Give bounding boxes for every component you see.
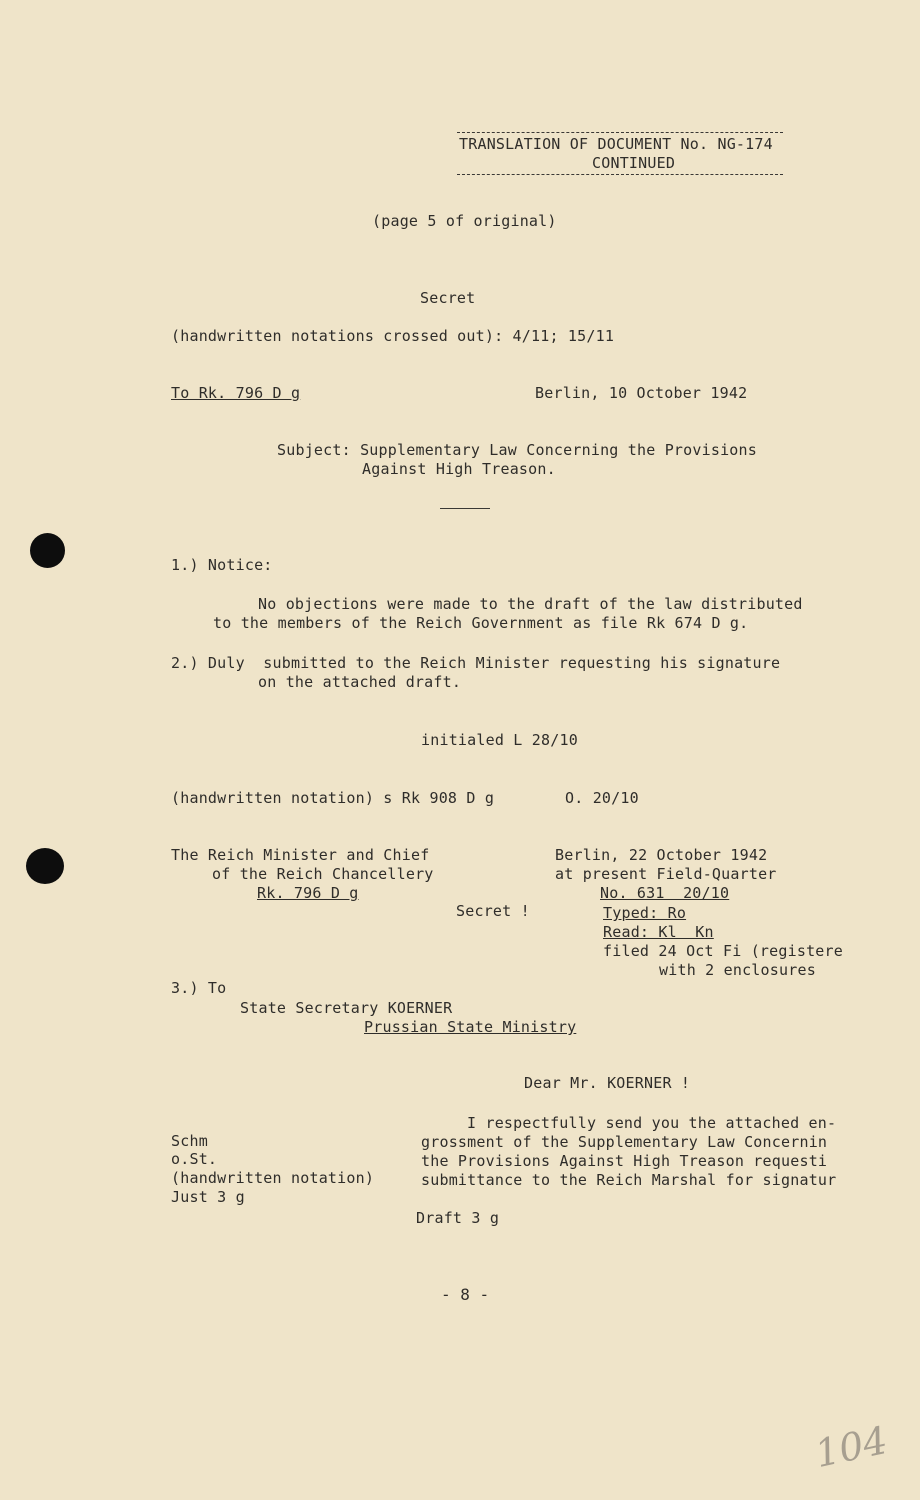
header-rule-top — [457, 132, 783, 133]
secret-mark: Secret ! — [456, 902, 530, 920]
sender-line-1: The Reich Minister and Chief — [171, 846, 430, 864]
punch-hole-top — [30, 533, 65, 568]
item-1-text-line-1: No objections were made to the draft of the law distributed — [258, 595, 803, 613]
header-rule-bottom — [457, 174, 783, 175]
recipient-ministry: Prussian State Ministry — [364, 1018, 577, 1036]
place-date-line: Berlin, 22 October 1942 — [555, 846, 768, 864]
typed-by: Typed: Ro — [603, 904, 687, 922]
item-1-text-line-2: to the members of the Reich Government as file Rk 674 D g. — [213, 614, 749, 632]
draft-line: Draft 3 g — [416, 1209, 500, 1227]
handwritten-page-number: 104 — [811, 1417, 892, 1477]
letter-line-3: the Provisions Against High Treason requesti — [421, 1152, 828, 1170]
classification-secret: Secret — [420, 289, 476, 307]
margin-note-4: Just 3 g — [171, 1188, 245, 1206]
notation-date: O. 20/10 — [565, 789, 639, 807]
margin-note-1: Schm — [171, 1132, 208, 1150]
filed-line: filed 24 Oct Fi (registere — [603, 942, 843, 960]
handwritten-notation: (handwritten notation) s Rk 908 D g — [171, 789, 495, 807]
subject-divider — [440, 508, 490, 509]
page-reference: (page 5 of original) — [372, 212, 557, 230]
margin-note-3: (handwritten notation) — [171, 1169, 375, 1187]
subject-line-1: Subject: Supplementary Law Concerning the Provisions — [277, 441, 757, 459]
sender-reference: Rk. 796 D g — [257, 884, 359, 902]
letter-line-4: submittance to the Reich Marshal for signatur — [421, 1171, 837, 1189]
salutation: Dear Mr. KOERNER ! — [524, 1074, 691, 1092]
enclosures-line: with 2 enclosures — [659, 961, 816, 979]
initialed-line: initialed L 28/10 — [421, 731, 578, 749]
read-by: Read: Kl Kn — [603, 923, 714, 941]
recipient-name: State Secretary KOERNER — [240, 999, 453, 1017]
letter-line-2: grossment of the Supplementary Law Concernin — [421, 1133, 828, 1151]
reference-number: To Rk. 796 D g — [171, 384, 301, 402]
item-1-label: 1.) Notice: — [171, 556, 273, 574]
page-number: - 8 - — [441, 1285, 490, 1304]
item-2-text-line-1: 2.) Duly submitted to the Reich Minister requesting his signature — [171, 654, 781, 672]
field-quarter-line: at present Field-Quarter — [555, 865, 777, 883]
margin-note-2: o.St. — [171, 1150, 218, 1168]
sender-line-2: of the Reich Chancellery — [212, 865, 434, 883]
document-title: TRANSLATION OF DOCUMENT No. NG-174 — [459, 135, 773, 153]
subject-line-2: Against High Treason. — [362, 460, 556, 478]
item-3-label: 3.) To — [171, 979, 227, 997]
letter-line-1: I respectfully send you the attached en- — [467, 1114, 837, 1132]
handwritten-crossed-notations: (handwritten notations crossed out): 4/11; 15/11 — [171, 327, 615, 345]
date-line: Berlin, 10 October 1942 — [535, 384, 748, 402]
document-number: No. 631 20/10 — [600, 884, 730, 902]
punch-hole-bottom — [26, 848, 64, 884]
item-2-text-line-2: on the attached draft. — [258, 673, 462, 691]
continued-label: CONTINUED — [592, 154, 676, 172]
